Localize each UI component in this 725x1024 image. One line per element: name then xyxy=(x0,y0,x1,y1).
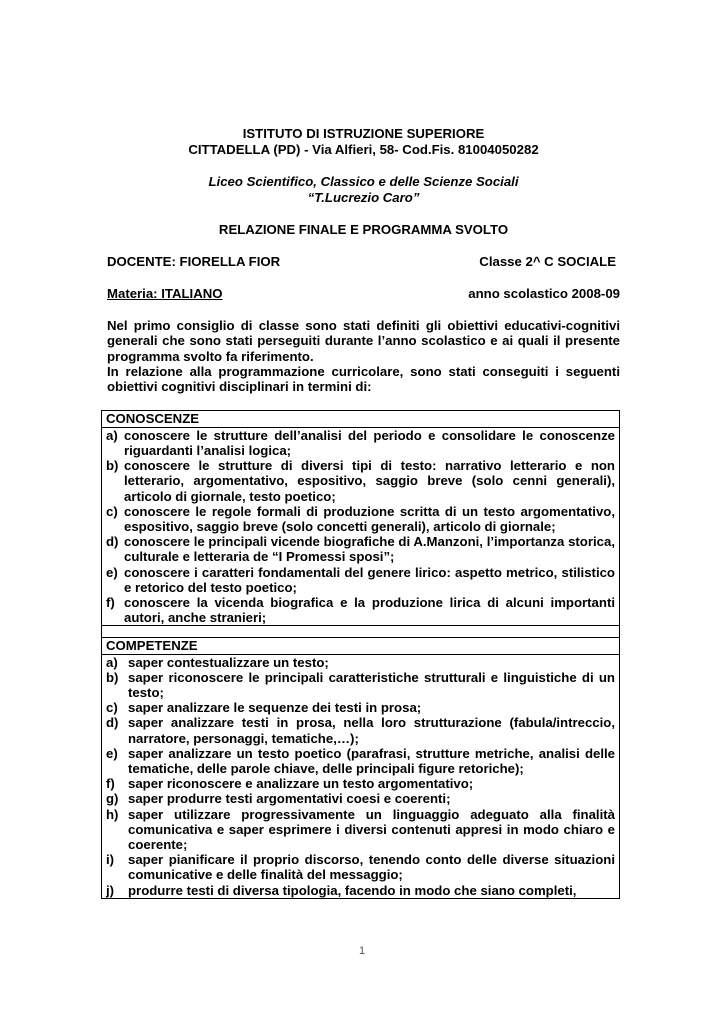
item-text: produrre testi di diversa tipologia, facendo in modo che siano completi, xyxy=(128,882,577,898)
document-page xyxy=(107,126,620,899)
list-item xyxy=(106,852,615,882)
item-letter: c) xyxy=(106,503,118,519)
item-text: saper riconoscere e analizzare un testo argomentativo; xyxy=(128,776,474,792)
list-item xyxy=(106,670,615,700)
objectives-table xyxy=(101,410,620,898)
item-text: saper pianificare il proprio discorso, tenendo conto delle diverse situazioni comunicative e delle finalità del messaggio; xyxy=(128,852,615,883)
item-text: saper contestualizzare un testo; xyxy=(128,654,329,670)
teacher-row xyxy=(107,254,620,270)
list-item xyxy=(106,534,615,564)
list-item xyxy=(106,715,615,745)
item-letter: a) xyxy=(106,654,118,670)
class-name: Classe 2^ C SOCIALE xyxy=(479,254,616,269)
item-letter: d) xyxy=(106,715,119,731)
item-text: conoscere le principali vicende biografiche di A.Manzoni, l’importanza storica, culturale e letteraria de “I Promessi sposi”; xyxy=(124,534,615,565)
empty-row xyxy=(102,626,620,638)
item-text: saper riconoscere le principali caratteristiche strutturali e linguistiche di un testo; xyxy=(128,669,615,700)
list-item xyxy=(106,807,615,853)
item-text: saper utilizzare progressivamente un linguaggio adeguato alla finalità comunicativa e saper esprimere i diversi contenuti appresi in modo chiaro e coerente; xyxy=(128,806,615,852)
conoscenze-cell xyxy=(102,427,620,626)
item-letter: e) xyxy=(106,745,118,761)
school-line: Liceo Scientifico, Classico e delle Scienze Sociali xyxy=(208,174,519,189)
competenze-cell xyxy=(102,654,620,898)
item-letter: d) xyxy=(106,534,119,550)
item-letter: f) xyxy=(106,594,115,610)
item-text: saper analizzare testi in prosa, nella loro strutturazione (fabula/intreccio, narratore, personaggi, tematiche,…); xyxy=(128,715,615,746)
list-item xyxy=(106,746,615,776)
item-letter: h) xyxy=(106,806,119,822)
item-text: saper analizzare le sequenze dei testi in prosa; xyxy=(128,700,422,716)
item-letter: c) xyxy=(106,700,118,716)
list-item xyxy=(106,883,615,898)
list-item xyxy=(106,791,615,806)
item-letter: b) xyxy=(106,458,119,474)
conoscenze-list xyxy=(106,428,615,626)
report-title: RELAZIONE FINALE E PROGRAMMA SVOLTO xyxy=(218,222,509,237)
item-text: saper analizzare un testo poetico (parafrasi, strutture metriche, analisi delle tematiche, delle parole chiave, delle principali figure retoriche); xyxy=(128,745,615,776)
list-item xyxy=(106,776,615,791)
competenze-title: COMPETENZE xyxy=(102,638,620,654)
item-text: conoscere le strutture di diversi tipi di testo: narrativo letterario e non letterario, argomentativo, espositivo, saggio breve (solo cenni generali), articolo di giornale, testo poetico; xyxy=(124,458,615,504)
subject: Materia: ITALIANO xyxy=(107,286,223,301)
institute-name: ISTITUTO DI ISTRUZIONE SUPERIORE xyxy=(242,126,485,141)
item-text: conoscere i caratteri fondamentali del genere lirico: aspetto metrico, stilistico e retorico del testo poetico; xyxy=(124,564,615,595)
item-text: conoscere la vicenda biografica e la produzione lirica di alcuni importanti autori, anche stranieri; xyxy=(124,594,615,626)
subject-row xyxy=(107,286,620,302)
item-letter: g) xyxy=(106,791,119,807)
item-letter: i) xyxy=(106,852,115,868)
item-text: saper produrre testi argomentativi coesi e coerenti; xyxy=(128,791,451,807)
school-year: anno scolastico 2008-09 xyxy=(468,286,620,301)
institute-address: CITTADELLA (PD) - Via Alfieri, 58- Cod.Fis. 81004050282 xyxy=(188,142,539,157)
competenze-list xyxy=(106,655,615,898)
list-item xyxy=(106,655,615,670)
item-letter: j) xyxy=(106,882,115,898)
school-name: “T.Lucrezio Caro” xyxy=(307,190,420,205)
conoscenze-title: CONOSCENZE xyxy=(102,411,620,427)
list-item xyxy=(106,428,615,458)
list-item xyxy=(106,504,615,534)
teacher-name: DOCENTE: FIORELLA FIOR xyxy=(107,254,281,269)
item-text: conoscere le strutture dell’analisi del periodo e consolidare le conoscenze riguardanti l’analisi logica; xyxy=(124,427,615,458)
list-item xyxy=(106,595,615,625)
item-letter: f) xyxy=(106,776,115,792)
list-item xyxy=(106,458,615,504)
item-letter: a) xyxy=(106,427,118,443)
list-item xyxy=(106,700,615,715)
intro-paragraph-2: In relazione alla programmazione curricolare, sono stati conseguiti i seguenti obiettivi cognitivi disciplinari in termini di: xyxy=(107,363,620,395)
page-number: 1 xyxy=(359,945,366,957)
item-letter: e) xyxy=(106,564,118,580)
item-text: conoscere le regole formali di produzione scritta di un testo argomentativo, espositivo, saggio breve (solo concetti generali), articolo di giornale; xyxy=(124,503,615,534)
item-letter: b) xyxy=(106,669,119,685)
intro-paragraph-1: Nel primo consiglio di classe sono stati definiti gli obiettivi educativi-cognitivi generali che sono stati perseguiti durante l’anno scolastico e ai quali il presente programma svolto fa riferimento. xyxy=(107,318,620,364)
list-item xyxy=(106,565,615,595)
